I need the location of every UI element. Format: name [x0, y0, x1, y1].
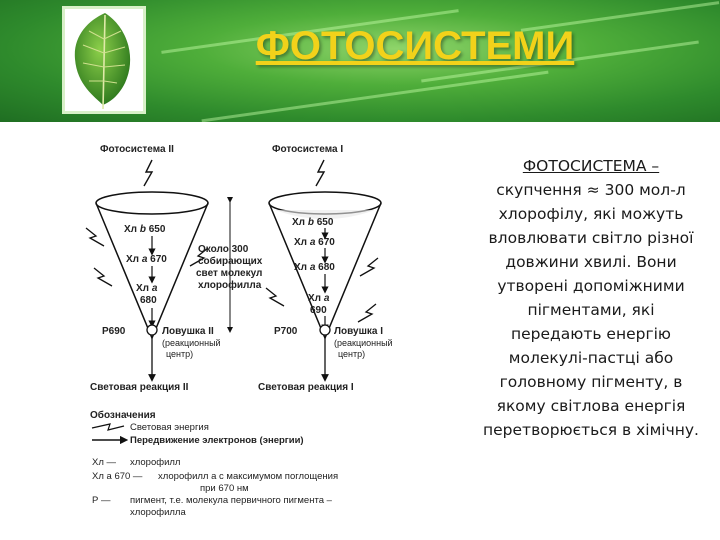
ps2-level-3: Хл a: [136, 283, 158, 294]
middle-note-1: Около 300: [198, 244, 249, 255]
legend-symbol-3: Хл —: [92, 457, 117, 468]
leaf-icon: [65, 9, 143, 111]
ps1-label: Фотосистема I: [272, 144, 344, 155]
ps2-trap-sub1: (реакционный: [162, 338, 221, 348]
ps2-trap-sub2: центр): [166, 349, 194, 359]
ps2-center: P690: [102, 326, 126, 337]
legend-item-6: пигмент, т.е. молекула первичного пигмента –: [130, 495, 332, 506]
legend-symbol-6: Р —: [92, 495, 111, 506]
legend-item-7: хлорофилла: [130, 507, 186, 518]
ps1-trap-sub2: центр): [338, 349, 366, 359]
photosystem-diagram: [80, 128, 480, 533]
ps2-level-2: Хл a 670: [126, 254, 167, 265]
light-arrow-icon: [86, 228, 104, 246]
light-arrow-icon: [266, 288, 284, 306]
ps2-reaction: Световая реакция II: [90, 382, 189, 393]
legend-item-5: при 670 нм: [200, 483, 249, 494]
legend-item-1: Световая энергия: [130, 422, 209, 433]
ps1-level-3: Хл a 680: [294, 262, 335, 273]
ps1-trap: Ловушка I: [334, 326, 384, 337]
ps1-level-2: Хл a 670: [294, 237, 335, 248]
legend-item-4: хлорофилл a с максимумом поглощения: [158, 471, 339, 482]
light-arrow-icon: [92, 424, 124, 430]
ps1-center: P700: [274, 326, 298, 337]
middle-note-4: хлорофилла: [198, 280, 262, 291]
leaf-image: [62, 6, 146, 114]
ps2-trap: Ловушка II: [162, 326, 214, 337]
legend-title: Обозначения: [90, 410, 156, 421]
light-arrow-icon: [144, 160, 152, 186]
side-heading: ФОТОСИСТЕМА –: [522, 157, 660, 175]
legend-item-3: хлорофилл: [130, 457, 181, 468]
light-arrow-icon: [360, 258, 378, 276]
middle-note-2: собирающих: [198, 256, 263, 267]
light-arrow-icon: [316, 160, 324, 186]
middle-note-3: свет молекул: [196, 268, 263, 279]
ps1-level-4: Хл a: [308, 293, 330, 304]
light-arrow-icon: [94, 268, 112, 286]
ps1-level-4b: 690: [310, 305, 327, 316]
ps1-level-1: Хл b 650: [292, 217, 334, 228]
page-title: ФОТОСИСТЕМИ: [255, 24, 575, 68]
light-arrow-icon: [358, 304, 376, 322]
side-description: [482, 154, 700, 442]
ps1-reaction: Световая реакция I: [258, 382, 354, 393]
header-banner: [0, 0, 720, 122]
ps2-level-1: Хл b 650: [124, 224, 166, 235]
ps2-level-3b: 680: [140, 295, 157, 306]
legend-item-2: Передвижение электронов (энергии): [130, 435, 304, 446]
ps1-trap-sub1: (реакционный: [334, 338, 393, 348]
legend-symbol-4: Хл a 670 —: [92, 471, 143, 482]
side-body: скупчення ≈ 300 мол-л хлорофілу, які можуть вловлювати світло різної довжини хвилі. Вони утворені допоміжними пігментами, які передають енергію молекулі-пастці або головному пігменту, в якому світлова енергія перетворюється в хімічну.: [483, 181, 699, 439]
ps2-label: Фотосистема II: [100, 144, 174, 155]
